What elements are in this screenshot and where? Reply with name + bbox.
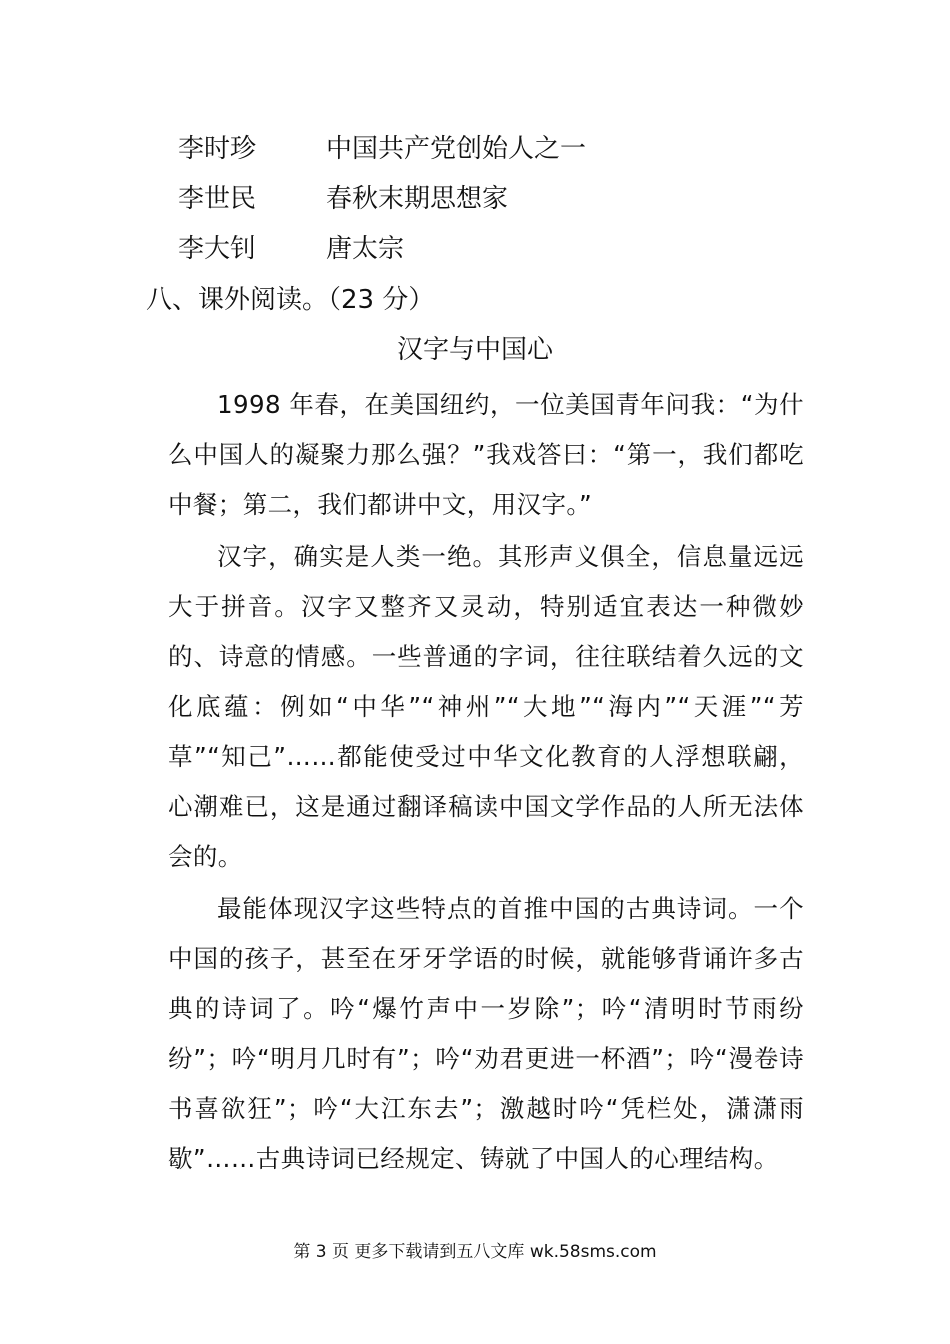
person-description: 唐太宗 bbox=[326, 234, 405, 264]
person-description: 春秋末期思想家 bbox=[326, 184, 509, 214]
person-description: 中国共产党创始人之一 bbox=[326, 134, 587, 164]
article-body bbox=[168, 380, 804, 1184]
matching-row bbox=[178, 179, 508, 219]
page-footer: 第 3 页 更多下载请到五八文库 wk.58sms.com bbox=[293, 1242, 657, 1262]
article-paragraph: 最能体现汉字这些特点的首推中国的古典诗词。一个中国的孩子，甚至在牙牙学语的时候，就能够背诵许多古典的诗词了。吟“爆竹声中一岁除”；吟“清明时节雨纷纷”；吟“明月几时有”；吟“劝君更进一杯酒”；吟“漫卷诗书喜欲狂”；吟“大江东去”；激越时吟“凭栏处，潇潇雨歇”……古典诗词已经规定、铸就了中国人的心理结构。 bbox=[168, 894, 804, 1173]
matching-row bbox=[178, 229, 404, 269]
section-heading: 八、课外阅读。（23 分） bbox=[146, 285, 435, 315]
article-title: 汉字与中国心 bbox=[396, 335, 553, 365]
article-paragraph: 1998 年春，在美国纽约，一位美国青年问我：“为什么中国人的凝聚力那么强？”我戏答曰：“第一，我们都吃中餐；第二，我们都讲中文，用汉字。” bbox=[168, 390, 804, 519]
article-paragraph: 汉字，确实是人类一绝。其形声义俱全，信息量远远大于拼音。汉字又整齐又灵动，特别适宜表达一种微妙的、诗意的情感。一些普通的字词，往往联结着久远的文化底蕴：例如“中华”“神州”“大地”“海内”“天涯”“芳草”“知己”……都能使受过中华文化教育的人浮想联翩，心潮难已，这是通过翻译稿读中国文学作品的人所无法体会的。 bbox=[168, 542, 804, 871]
person-name: 李世民 bbox=[178, 184, 257, 214]
matching-row bbox=[178, 129, 586, 169]
person-name: 李时珍 bbox=[178, 134, 257, 164]
person-name: 李大钊 bbox=[178, 234, 257, 264]
